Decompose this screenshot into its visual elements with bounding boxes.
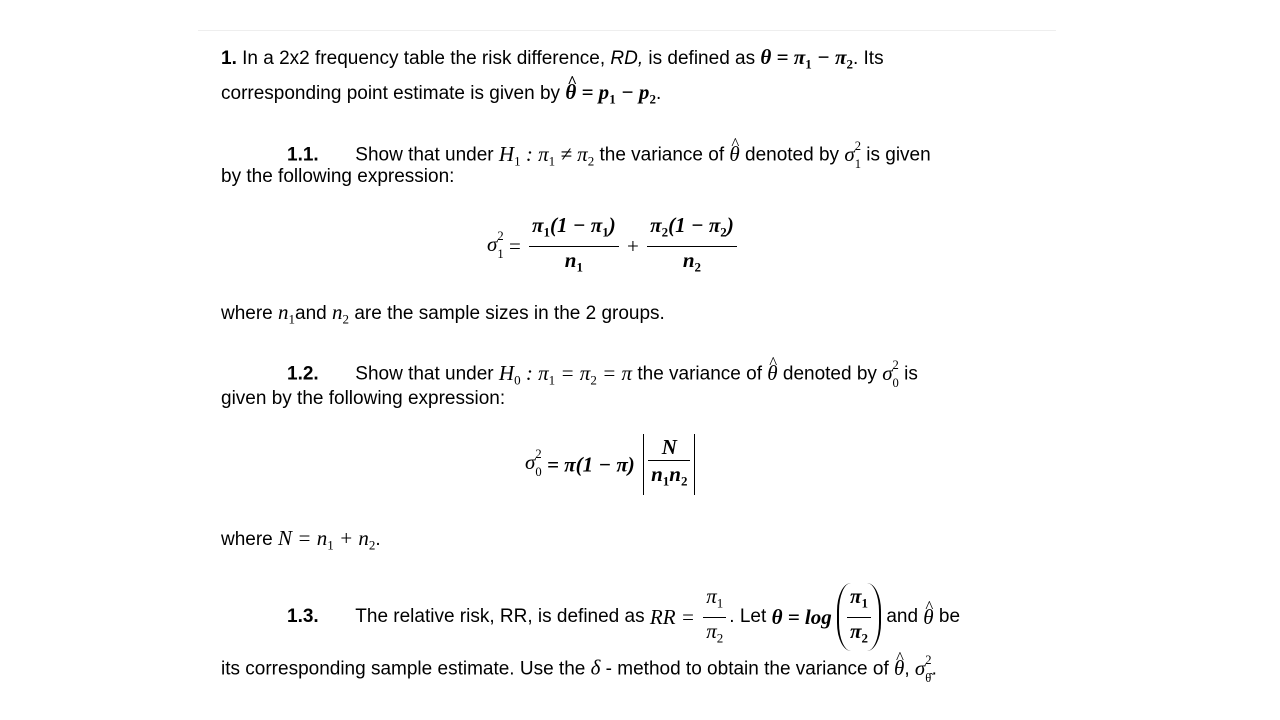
q1-3-line1 xyxy=(287,583,960,651)
q1-1-fraction-1: $\frac{\pi_1(1 - \pi_1)}{n_1}$ xyxy=(529,212,619,280)
q1-1-where-c: are the sample sizes in the 2 groups. xyxy=(354,303,665,324)
q1-3-theta-hat-2: ^ θ xyxy=(894,656,904,680)
q1-3-theta-hat: ^ θ xyxy=(923,603,933,631)
q1-3-text-d: be xyxy=(938,606,961,628)
q1-3-text-line2-end: . xyxy=(931,658,937,680)
q1-intro-text-a: In a 2x2 frequency table the risk difference, xyxy=(242,48,606,69)
q1-1-text-line2: by the following expression: xyxy=(221,166,455,187)
q1-rd-abbr: RD, xyxy=(610,48,644,69)
q1-3-number: 1.3. xyxy=(287,606,319,628)
q1-3-text-line2b: - method to obtain the variance of xyxy=(605,658,889,680)
q1-3-text-a: The relative risk, RR, is defined as xyxy=(355,606,645,628)
q1-3-text-line2a: its corresponding sample estimate. Use the xyxy=(221,658,586,680)
q1-intro-line2: corresponding point estimate is given by xyxy=(221,83,561,104)
q1-2-line2 xyxy=(221,387,505,411)
q1-1-text-a: Show that under xyxy=(355,144,494,166)
q1-1-where-b: and xyxy=(295,303,327,324)
q1-1-text-c: denoted by xyxy=(745,144,840,166)
q1-theta-definition: $\theta = \pi_1 - \pi_2$ xyxy=(760,45,853,72)
q1-2-text-d: is xyxy=(904,363,918,385)
q1-1-where-line xyxy=(221,300,665,332)
q1-intro-text-b: is defined as xyxy=(648,48,756,69)
q1-3-rr-fraction: $\frac{\pi_1}{\pi_2}$ xyxy=(703,583,726,651)
q1-1-sigma1-squared: σ 2 1 xyxy=(844,139,861,171)
q1-1-line2 xyxy=(221,165,454,189)
q1-2-number: 1.2. xyxy=(287,363,319,385)
q1-number: 1. xyxy=(221,48,237,69)
q1-3-log-paren: $\frac{\pi_1}{\pi_2}$ xyxy=(837,583,881,651)
q1-2-where-end: . xyxy=(375,529,381,550)
q1-3-text-line2c: , xyxy=(904,658,910,680)
q1-2-where-a: where xyxy=(221,529,273,550)
q1-2-theta-hat: ^ θ xyxy=(767,361,777,385)
q1-3-delta-symbol: δ xyxy=(590,655,601,680)
q1-3-line2 xyxy=(221,652,937,688)
q1-2-hypothesis-h0: $H_0$ : $\pi_1 = \pi_2 = \pi$ xyxy=(498,360,633,388)
q1-2-text-c: denoted by xyxy=(782,363,877,385)
q1-2-text-a: Show that under xyxy=(355,363,494,385)
q1-2-text-line2: given by the following expression: xyxy=(221,388,506,409)
q1-intro-line2-end: . xyxy=(655,83,662,104)
q1-2-text-b: the variance of xyxy=(637,363,762,385)
q1-1-text-b: the variance of xyxy=(599,144,725,166)
q1-1-hypothesis-h1: $H_1$ : $\pi_1 \ne \pi_2$ xyxy=(498,141,595,169)
q1-1-fraction-2: $\frac{\pi_2(1 - \pi_2)}{n_2}$ xyxy=(647,212,737,280)
q1-1-variance-formula: σ 2 1 = $\frac{\pi_1(1 - \pi_1)}{n_1}$ + $\frac{\pi_2(1 - \pi_2)}{n_2}$ xyxy=(487,212,740,280)
q1-2-bracket-fraction: $\frac{N}{n_1n_2}$ xyxy=(643,434,695,495)
q1-1-n2: $n_2$ xyxy=(332,300,350,327)
q1-2-variance-formula: σ 2 0 = π(1 − π) $\frac{N}{n_1n_2}$ xyxy=(525,434,698,495)
q1-1-theta-hat: ^ θ xyxy=(729,142,739,166)
q1-2-sigma0-squared: σ 2 0 xyxy=(882,358,899,390)
q1-theta-hat-estimate: ^ $\theta = p_1 - p_2$ xyxy=(565,80,656,104)
q1-1-where-a: where xyxy=(221,303,273,324)
q1-line1 xyxy=(221,45,884,77)
q1-2-N-definition: $N = n_1 + n_2$ xyxy=(278,526,376,553)
q1-1-n1: $n_1$ xyxy=(278,300,296,327)
q1-1-text-d: is given xyxy=(866,144,931,166)
q1-3-text-b: . Let xyxy=(729,606,767,628)
q1-1-number: 1.1. xyxy=(287,144,319,166)
q1-line2 xyxy=(221,80,661,112)
q1-3-theta-log: θ = log xyxy=(771,605,832,630)
top-divider xyxy=(198,30,1056,31)
q1-2-where-line xyxy=(221,526,381,558)
q1-3-rr-symbol: RR = xyxy=(649,605,695,630)
q1-3-text-c: and xyxy=(886,606,919,628)
q1-intro-text-c: . Its xyxy=(852,48,884,69)
q1-3-sigma-theta-hat-squared: σ 2 θ̂ xyxy=(914,653,932,685)
